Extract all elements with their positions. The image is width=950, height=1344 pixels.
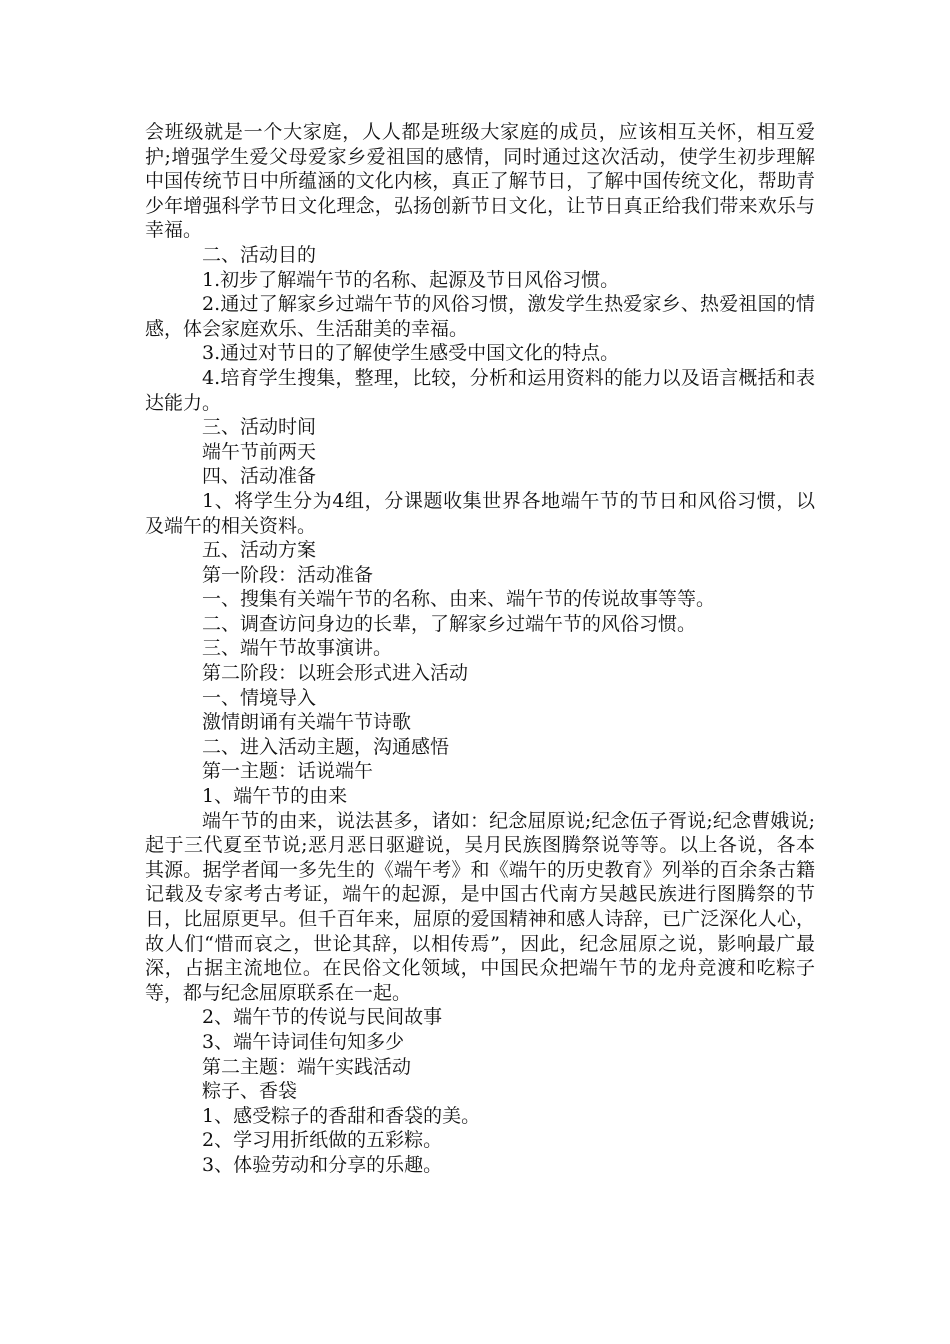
paragraph: 1、端午节的由来 xyxy=(202,785,348,808)
paragraph: 二、调查访问身边的长辈，了解家乡过端午节的风俗习惯。 xyxy=(202,612,697,635)
paragraph: 端午节的由来，说法甚多，诸如：纪念屈原说;纪念伍子胥说;纪念曹娥说;起于三代夏至节说;恶月恶日驱避说，吴月民族图腾祭说等等。以上各说，各本其源。据学者闻一多先生的《端午考》和《端午的历史教育》列举的百余条古籍记载及专家考古考证，端午的起源，是中国古代南方吴越民族进行图腾祭的节日，比屈原更早。但千百年来，屈原的爱国精神和感人诗辞，已广泛深化人心，故人们“惜而哀之，世论其辞，以相传焉”，因此，纪念屈原之说，影响最广最深，占据主流地位。在民俗文化领域，中国民众把端午节的龙舟竞渡和吃粽子等，都与纪念屈原联系在一起。 xyxy=(145,809,815,1004)
paragraph: 第一主题：话说端午 xyxy=(202,760,374,783)
paragraph: 粽子、香袋 xyxy=(202,1080,298,1103)
paragraph: 三、端午节故事演讲。 xyxy=(202,637,393,660)
paragraph: 2、端午节的传说与民间故事 xyxy=(202,1006,443,1029)
paragraph: 一、情境导入 xyxy=(202,686,317,709)
paragraph: 第二主题：端午实践活动 xyxy=(202,1055,412,1078)
paragraph: 会班级就是一个大家庭，人人都是班级大家庭的成员，应该相互关怀，相互爱护;增强学生爱父母爱家乡爱祖国的感情，同时通过这次活动，使学生初步理解中国传统节日中所蕴涵的文化内核，真正了解节日，了解中国传统文化，帮助青少年增强科学节日文化理念，弘扬创新节日文化，让节日真正给我们带来欢乐与幸福。 xyxy=(145,121,815,242)
paragraph: 第一阶段：活动准备 xyxy=(202,563,374,586)
paragraph: 五、活动方案 xyxy=(202,539,317,562)
paragraph: 2.通过了解家乡过端午节的风俗习惯，激发学生热爱家乡、热爱祖国的情感，体会家庭欢乐、生活甜美的幸福。 xyxy=(145,293,815,340)
paragraph: 3.通过对节日的了解使学生感受中国文化的特点。 xyxy=(202,342,620,365)
paragraph: 二、活动目的 xyxy=(202,243,317,266)
paragraph: 1、感受粽子的香甜和香袋的美。 xyxy=(202,1104,481,1127)
paragraph: 一、搜集有关端午节的名称、由来、端午节的传说故事等等。 xyxy=(202,588,716,611)
paragraph: 第二阶段：以班会形式进入活动 xyxy=(202,662,469,685)
paragraph: 4.培育学生搜集，整理，比较，分析和运用资料的能力以及语言概括和表达能力。 xyxy=(145,366,815,414)
paragraph: 1、将学生分为4组，分课题收集世界各地端午节的节日和风俗习惯，以及端午的相关资料。 xyxy=(145,489,815,537)
paragraph: 端午节前两天 xyxy=(202,440,317,463)
paragraph: 三、活动时间 xyxy=(202,416,317,439)
paragraph: 激情朗诵有关端午节诗歌 xyxy=(202,711,412,734)
paragraph: 2、学习用折纸做的五彩粽。 xyxy=(202,1129,443,1152)
paragraph: 3、端午诗词佳句知多少 xyxy=(202,1030,405,1053)
paragraph: 3、体验劳动和分享的乐趣。 xyxy=(202,1153,443,1176)
paragraph: 二、进入活动主题，沟通感悟 xyxy=(202,735,450,758)
paragraph: 四、活动准备 xyxy=(202,465,317,488)
document-body xyxy=(145,120,815,1178)
paragraph: 1.初步了解端午节的名称、起源及节日风俗习惯。 xyxy=(202,268,620,291)
